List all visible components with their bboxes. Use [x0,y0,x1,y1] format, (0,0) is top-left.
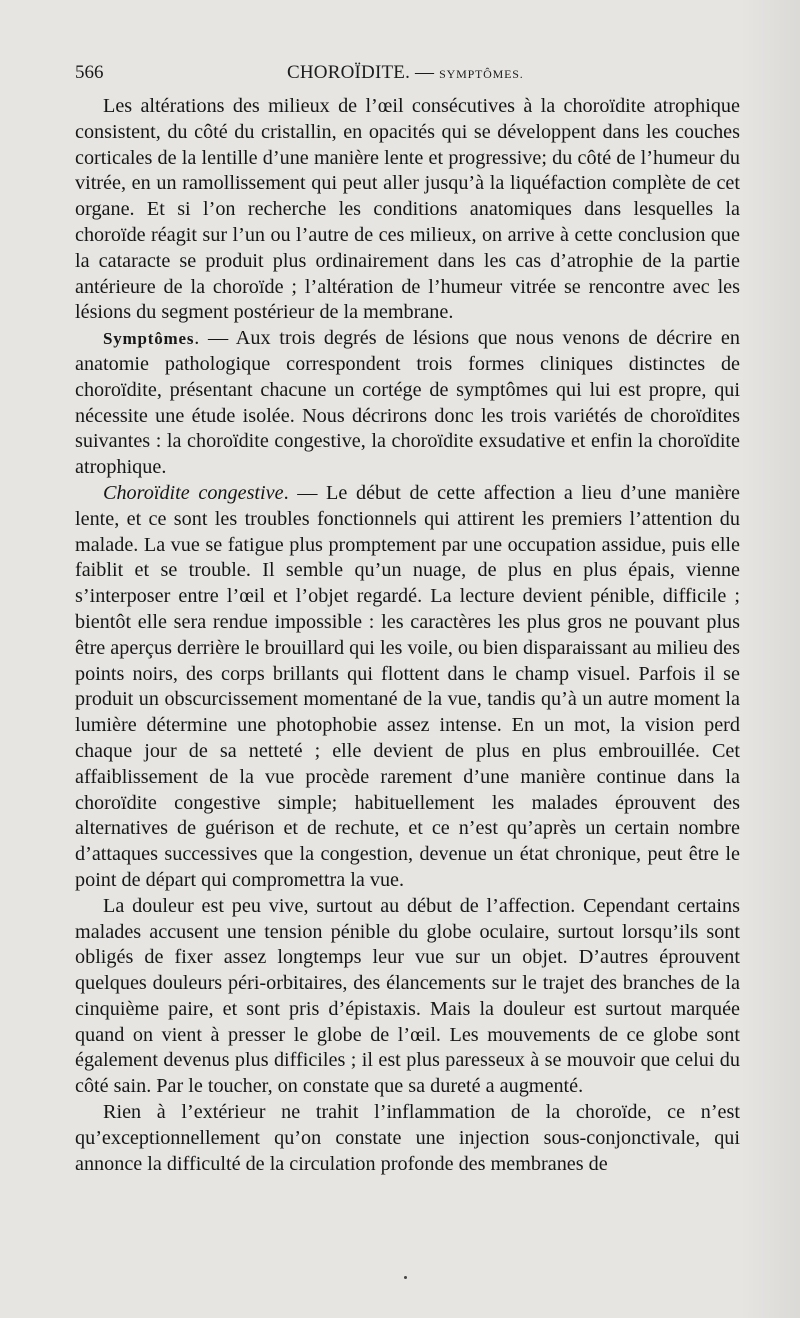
running-title-main: CHOROÏDITE. — [287,62,435,83]
page-number: 566 [75,62,104,83]
running-title [287,62,524,84]
paragraph-symptoms-text: . — Aux trois degrés de lésions que nous venons de décrire en anatomie pathologique correspondent trois formes cliniques distinctes de choroïdite, présentant chacune un cortége de symptômes qui lui est propre, qui nécessite une étude isolée. Nous décrirons donc les trois variétés de choroïdites suivantes : la choroïdite congestive, la choroïdite exsudative et enfin la choroïdite atrophique. [75,327,740,479]
page-edge-shadow [740,0,800,1318]
body-text [75,94,740,1177]
running-title-sub: SYMPTÔMES. [439,67,524,81]
paragraph-atrophy: Les altérations des milieux de l’œil consécutives à la choroïdite atrophique consistent, du côté du cristallin, en opacités qui se développent dans les couches corticales de la lentille d’une manière lente et progressive; du côté de l’humeur du vitrée, en un ramollissement qui peut aller jusqu’à la liquéfaction complète de cet organe. Et si l’on recherche les conditions anatomiques dans lesquelles la choroïde réagit sur l’un ou l’autre de ces milieux, on arrive à cette conclusion que la cataracte se produit plus ordinairement dans les cas d’atrophie de la partie antérieure de la choroïde ; l’altération de l’humeur vitrée se rencontre avec les lésions du segment postérieur de la membrane. [75,95,740,324]
paragraph-congestive [75,481,740,894]
paragraph-symptoms [75,326,740,481]
section-heading-symptoms: Symptômes [103,329,195,349]
paragraph-exterior: Rien à l’extérieur ne trahit l’inflammation de la choroïde, ce n’est qu’exceptionnellement qu’on constate une injection sous-conjonctivale, qui annonce la difficulté de la circulation profonde des membranes de [75,1101,740,1175]
print-speck [404,1276,407,1279]
running-header [75,58,740,88]
paragraph-congestive-text: . — Le début de cette affection a lieu d’une manière lente, et ce sont les troubles fonctionnels qui attirent les premiers l’attention du malade. La vue se fatigue plus promptement par une occupation assidue, puis elle faiblit et se trouble. Il semble qu’un nuage, de plus en plus épais, vienne s’interposer entre l’œil et l’objet regardé. La lecture devient pénible, difficile ; bientôt elle sera rendue impossible : les caractères les plus gros ne pouvant plus être aperçus derrière le brouillard qui les voile, ou bien disparaissant au milieu des points noirs, des corps brillants qui flottent dans le champ visuel. Parfois il se produit un obscurcissement momentané de la vue, tandis qu’à un autre moment la lumière détermine une photophobie assez intense. En un mot, la vision perd chaque jour de sa netteté ; elle devient de plus en plus embrouillée. Cet affaiblissement de la vue procède rarement d’une manière continue dans la choroïdite congestive simple; habituellement les malades éprouvent des alternatives de guérison et de rechute, et ce n’est qu’après un certain nombre d’attaques successives que la congestion, devenue un état chronique, peut être le point de départ qui compromettra la vue. [75,481,740,891]
subsection-heading-congestive: Choroïdite congestive [103,481,284,504]
paragraph-pain: La douleur est peu vive, surtout au début de l’affection. Cependant certains malades accusent une tension pénible du globe oculaire, surtout lorsqu’ils sont obligés de fixer assez longtemps leur vue sur un objet. D’autres éprouvent quelques douleurs péri-orbitaires, des élancements sur le trajet des branches de la cinquième paire, et sont pris d’épistaxis. Mais la douleur est surtout marquée quand on vient à presser le globe de l’œil. Les mouvements de ce globe sont également devenus plus difficiles ; il est plus paresseux à se mouvoir que celui du côté sain. Par le toucher, on constate que sa dureté a augmenté. [75,894,740,1098]
